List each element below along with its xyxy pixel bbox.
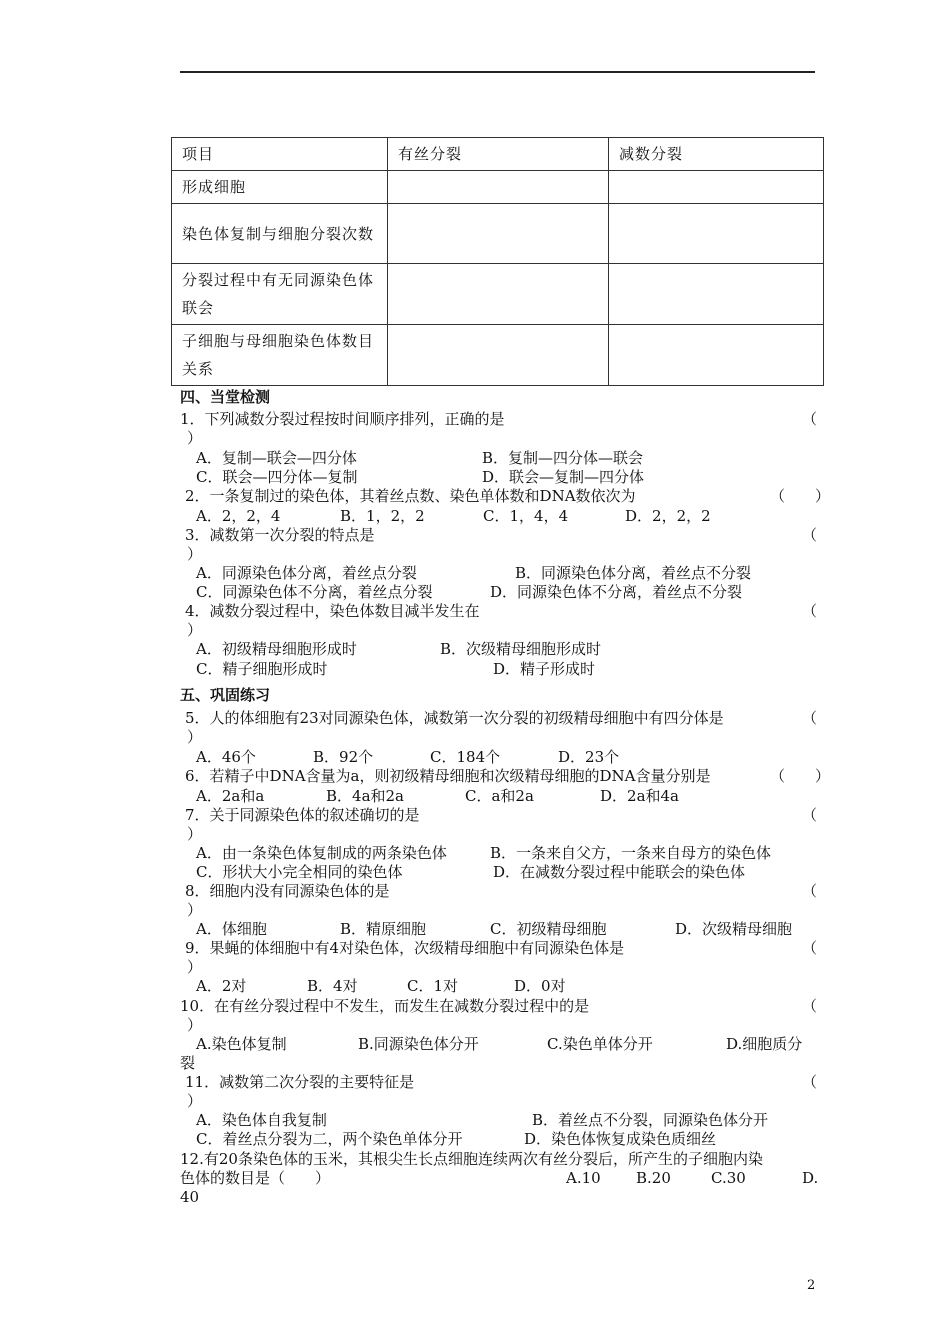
option-b: B．1，2，2: [340, 507, 425, 525]
question-4-stem: 4．减数分裂过程中，染色体数目减半发生在: [185, 602, 480, 620]
option-a: A．复制—联会—四分体: [196, 449, 357, 467]
option-d: D．染色体恢复成染色质细丝: [524, 1130, 717, 1148]
answer-paren-open: （: [802, 410, 818, 428]
table-row: [172, 204, 824, 264]
table-header-row: [172, 138, 824, 171]
answer-paren-close: ）: [187, 901, 203, 919]
header-rule: [180, 71, 815, 73]
option-c: C．形状大小完全相同的染色体: [196, 863, 403, 881]
table-header-cell: 减数分裂: [609, 138, 824, 171]
section-heading-5: 五、巩固练习: [180, 686, 271, 704]
page-number: 2: [807, 1278, 816, 1293]
question-6-stem: 6．若精子中DNA含量为a，则初级精母细胞和次级精母细胞的DNA含量分别是: [185, 767, 711, 785]
question-8-stem: 8．细胞内没有同源染色体的是: [185, 882, 390, 900]
question-12-stem: 12.有20条染色体的玉米，其根尖生长点细胞连续两次有丝分裂后，所产生的子细胞内染: [180, 1150, 763, 1168]
answer-paren-close: ）: [187, 728, 203, 746]
answer-paren-close: ）: [187, 621, 203, 639]
option-b: B．92个: [313, 748, 374, 766]
table-cell: [388, 325, 609, 386]
answer-paren-open: （: [802, 997, 818, 1015]
option-a: A．由一条染色体复制成的两条染色体: [196, 844, 447, 862]
table-cell: [388, 264, 609, 325]
question-3-stem: 3．减数第一次分裂的特点是: [185, 526, 375, 544]
table-cell: [609, 171, 824, 204]
answer-paren-close: ）: [187, 1016, 203, 1034]
option-a: A．2a和a: [196, 787, 265, 805]
option-c: C．1对: [407, 977, 459, 995]
option-b: B．着丝点不分裂，同源染色体分开: [532, 1111, 769, 1129]
question-7-stem: 7．关于同源染色体的叙述确切的是: [185, 806, 420, 824]
option-c: C．184个: [430, 748, 501, 766]
question-1-stem: 1．下列减数分裂过程按时间顺序排列，正确的是: [180, 410, 505, 428]
row-label: 分裂过程中有无同源染色体联会: [172, 264, 388, 325]
option-a: A．2对: [196, 977, 247, 995]
option-d: D．精子形成时: [493, 660, 596, 678]
option-d: D．23个: [558, 748, 620, 766]
question-2-stem: 2．一条复制过的染色体，其着丝点数、染色单体数和DNA数依次为: [185, 487, 636, 505]
question-12-stem-line2: 色体的数目是（ ）: [180, 1169, 331, 1187]
option-a: A．初级精母细胞形成时: [196, 640, 357, 658]
option-d: D．2，2，2: [625, 507, 711, 525]
option-d: D．同源染色体不分离，着丝点不分裂: [490, 583, 743, 601]
option-d-continuation: 裂: [180, 1054, 196, 1072]
question-9-stem: 9．果蝇的体细胞中有4对染色体，次级精母细胞中有同源染色体是: [185, 939, 625, 957]
answer-paren-open: （: [802, 709, 818, 727]
option-b: B.同源染色体分开: [358, 1035, 479, 1053]
option-c: C.30: [711, 1169, 746, 1187]
answer-paren-close: ）: [187, 825, 203, 843]
option-d-continuation: 40: [180, 1188, 200, 1206]
option-c: C．1，4，4: [483, 507, 569, 525]
row-label: 染色体复制与细胞分裂次数: [172, 204, 388, 264]
option-b: B．复制—四分体—联会: [482, 449, 644, 467]
option-a: A.染色体复制: [196, 1035, 287, 1053]
answer-paren-open: （: [802, 526, 818, 544]
option-c: C．同源染色体不分离，着丝点分裂: [196, 583, 433, 601]
option-a: A．同源染色体分离，着丝点分裂: [196, 564, 417, 582]
option-b: B．精原细胞: [340, 920, 427, 938]
option-c: C．着丝点分裂为二，两个染色单体分开: [196, 1130, 463, 1148]
option-d: D．2a和4a: [600, 787, 679, 805]
option-c: C．a和2a: [465, 787, 534, 805]
table-header-cell: 有丝分裂: [388, 138, 609, 171]
option-a: A．染色体自我复制: [196, 1111, 327, 1129]
section-heading-4: 四、当堂检测: [180, 388, 271, 406]
row-label: 子细胞与母细胞染色体数目关系: [172, 325, 388, 386]
comparison-table: [171, 137, 824, 386]
option-b: B.20: [636, 1169, 671, 1187]
option-a: A．46个: [196, 748, 256, 766]
answer-paren-close: ）: [187, 1092, 203, 1110]
question-11-stem: 11．减数第二次分裂的主要特征是: [185, 1073, 415, 1091]
question-10-stem: 10．在有丝分裂过程中不发生，而发生在减数分裂过程中的是: [180, 997, 590, 1015]
option-d: D.细胞质分: [726, 1035, 803, 1053]
option-a: A．体细胞: [196, 920, 267, 938]
answer-paren-close: ）: [187, 958, 203, 976]
table-cell: [609, 264, 824, 325]
answer-paren-open: （: [802, 939, 818, 957]
answer-paren-open: （: [802, 806, 818, 824]
option-b: B．次级精母细胞形成时: [440, 640, 602, 658]
option-c: C．精子细胞形成时: [196, 660, 328, 678]
table-cell: [388, 171, 609, 204]
option-d: D．联会—复制—四分体: [482, 468, 645, 486]
option-b: B．4a和2a: [326, 787, 404, 805]
option-c: C．初级精母细胞: [490, 920, 607, 938]
table-cell: [609, 204, 824, 264]
answer-paren-open: （: [802, 602, 818, 620]
answer-paren-open: （: [802, 1073, 818, 1091]
option-a: A.10: [566, 1169, 601, 1187]
answer-paren-close: ）: [187, 429, 203, 447]
option-b: B．一条来自父方，一条来自母方的染色体: [490, 844, 772, 862]
option-c: C．联会—四分体—复制: [196, 468, 358, 486]
option-d: D．0对: [514, 977, 566, 995]
option-d: D.: [802, 1169, 819, 1187]
row-label: 形成细胞: [172, 171, 388, 204]
table-header-cell: 项目: [172, 138, 388, 171]
option-a: A．2，2，4: [196, 507, 281, 525]
table-row: [172, 264, 824, 325]
answer-paren: （ ）: [770, 767, 831, 785]
table-row: [172, 171, 824, 204]
option-d: D．次级精母细胞: [675, 920, 793, 938]
answer-paren: （ ）: [770, 487, 831, 505]
option-d: D．在减数分裂过程中能联会的染色体: [493, 863, 746, 881]
question-5-stem: 5．人的体细胞有23对同源染色体，减数第一次分裂的初级精母细胞中有四分体是: [185, 709, 724, 727]
answer-paren-open: （: [802, 882, 818, 900]
table-cell: [609, 325, 824, 386]
answer-paren-close: ）: [187, 545, 203, 563]
option-b: B．4对: [307, 977, 358, 995]
option-c: C.染色单体分开: [547, 1035, 653, 1053]
table-row: [172, 325, 824, 386]
table-cell: [388, 204, 609, 264]
option-b: B．同源染色体分离，着丝点不分裂: [515, 564, 752, 582]
